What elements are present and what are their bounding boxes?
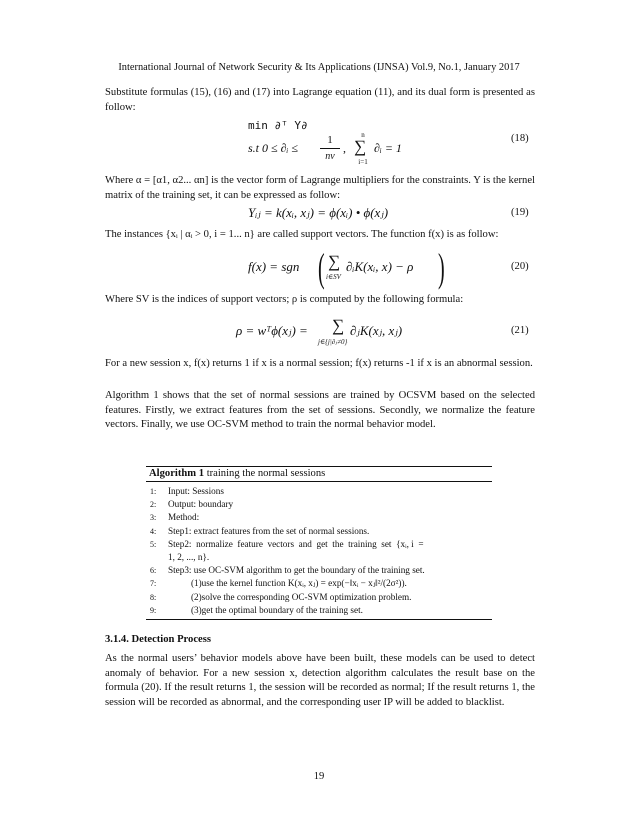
paragraph-new-session: For a new session x, f(x) returns 1 if x is a normal session; f(x) returns -1 if x is an abnormal session.	[105, 358, 533, 369]
algorithm-label: Algorithm 1	[149, 468, 205, 479]
algorithm-line-text: Method:	[168, 512, 200, 523]
algorithm-line-number: 4:	[150, 526, 157, 536]
eq18-sum-symbol: ∑	[354, 137, 367, 156]
eq18-sum-expr: ∂ᵢ = 1	[374, 141, 402, 155]
eq18-frac-bar	[320, 148, 340, 149]
eq21-number: (21)	[511, 325, 529, 336]
eq20-right-paren: )	[438, 245, 445, 290]
paragraph-detection-process: As the normal users’ behavior models above have been built, these models can be used to detect anomaly of behavior. For a new session x, detection algorithm calculates the result base on the formula (20). If the result returns 1, the session will be recorded as normal; If the result returns 1, the session will be recorded as abnormal, and the corresponding user IP will be added to blacklist.	[105, 653, 535, 708]
algorithm-line-number: 9:	[150, 605, 157, 615]
eq18-number: (18)	[511, 133, 529, 144]
algorithm-title	[146, 467, 492, 481]
eq20-body: ∂ᵢK(xᵢ, x) − ρ	[346, 259, 414, 274]
eq21-sum-sub: j∈{j|∂ⱼ≠0}	[318, 338, 348, 346]
algorithm-line	[146, 591, 492, 604]
algorithm-line-number: 5:	[150, 539, 157, 549]
paragraph-substitute-formulas: Substitute formulas (15), (16) and (17) into Lagrange equation (11), and its dual form is presented as follow:	[105, 87, 535, 113]
page-number: 19	[313, 771, 325, 782]
eq20-sum-symbol: ∑	[328, 252, 341, 271]
eq18-sum-bottom: i=1	[358, 158, 368, 166]
algorithm-line-text: (2)solve the corresponding OC-SVM optimization problem.	[168, 591, 412, 602]
section-heading: 3.1.4. Detection Process	[105, 634, 212, 645]
algorithm-line-text: (3)get the optimal boundary of the training set.	[168, 604, 363, 615]
algorithm-line-number: 3:	[150, 513, 157, 523]
eq18-comma: ,	[343, 141, 346, 155]
eq18-frac-num: 1	[327, 134, 333, 146]
algorithm-line-text: Step2: normalize feature vectors and get the training set {xᵢ, i =	[168, 538, 424, 549]
algorithm-line	[146, 498, 492, 511]
algorithm-line-number: 2:	[150, 500, 157, 510]
algorithm-line-number: 1:	[150, 487, 157, 496]
algorithm-box	[146, 466, 492, 620]
algorithm-line	[146, 564, 492, 577]
eq19-expression: Yᵢⱼ = k(xᵢ, xⱼ) = ϕ(xᵢ) • ϕ(xⱼ)	[248, 205, 389, 220]
eq20-sum-sub: i∈SV	[326, 273, 341, 281]
journal-header: International Journal of Network Security & Its Applications (IJNSA) Vol.9, No.1, January 2017	[118, 62, 520, 73]
algorithm-line-text: Input: Sessions	[168, 486, 224, 496]
algorithm-line	[146, 485, 492, 498]
eq21-lhs: ρ = wᵀϕ(xⱼ) =	[236, 323, 308, 338]
algorithm-line-text: (1)use the kernel function K(xᵢ, xⱼ) = exp(−‖xᵢ − xⱼ‖²/(2σ²)).	[168, 578, 407, 589]
algorithm-line	[146, 604, 492, 617]
algorithm-line-text: Step1: extract features from the set of normal sessions.	[168, 525, 370, 536]
eq20-left-paren: (	[318, 245, 325, 290]
algorithm-line-text: Output: boundary	[168, 499, 234, 510]
algorithm-line-number: 8:	[150, 592, 157, 602]
algorithm-line	[146, 551, 492, 564]
algorithm-bottom-rule	[146, 619, 492, 620]
paragraph-lagrange-multipliers: Where α = [α1, α2... αn] is the vector form of Lagrange multipliers for the constraints. Y is the kernel matrix of the training set, it can be expressed as follow:	[105, 175, 535, 201]
algorithm-line	[146, 525, 492, 538]
eq21-body: ∂ⱼK(xⱼ, xⱼ)	[350, 323, 403, 338]
algorithm-lines	[146, 482, 492, 619]
algorithm-line-number: 7:	[150, 579, 157, 589]
paragraph-support-vectors: The instances {xᵢ | αᵢ > 0, i = 1... n} are called support vectors. The function f(x) is as follow:	[105, 229, 499, 240]
algorithm-name: training the normal sessions	[206, 468, 326, 479]
eq19-number: (19)	[511, 207, 529, 218]
algorithm-line	[146, 577, 492, 590]
algorithm-line	[146, 538, 492, 551]
eq21-sum-symbol: ∑	[332, 316, 345, 335]
algorithm-line-text: 1, 2, ..., n}.	[168, 552, 210, 563]
paragraph-sv-indices: Where SV is the indices of support vectors; ρ is computed by the following formula:	[105, 294, 464, 305]
eq20-lhs: f(x) = sgn	[248, 259, 300, 274]
algorithm-line-text: Step3: use OC-SVM algorithm to get the boundary of the training set.	[168, 565, 425, 576]
eq18-line1: min ∂ᵀ Y∂	[248, 119, 308, 132]
eq18-frac-den: nv	[325, 151, 335, 162]
algorithm-line-number: 6:	[150, 566, 157, 576]
eq20-number: (20)	[511, 261, 529, 272]
eq18-constraint-lhs: s.t 0 ≤ ∂ᵢ ≤	[248, 141, 299, 155]
paragraph-algorithm-intro: Algorithm 1 shows that the set of normal sessions are trained by OCSVM based on the selected features. Firstly, we extract features from the set of sessions. Secondly, we normalize the feature vectors. Finally, we use OC-SVM method to train the normal behavior model.	[105, 390, 535, 431]
algorithm-line	[146, 511, 492, 524]
eq18-sum-top: n	[361, 131, 365, 139]
